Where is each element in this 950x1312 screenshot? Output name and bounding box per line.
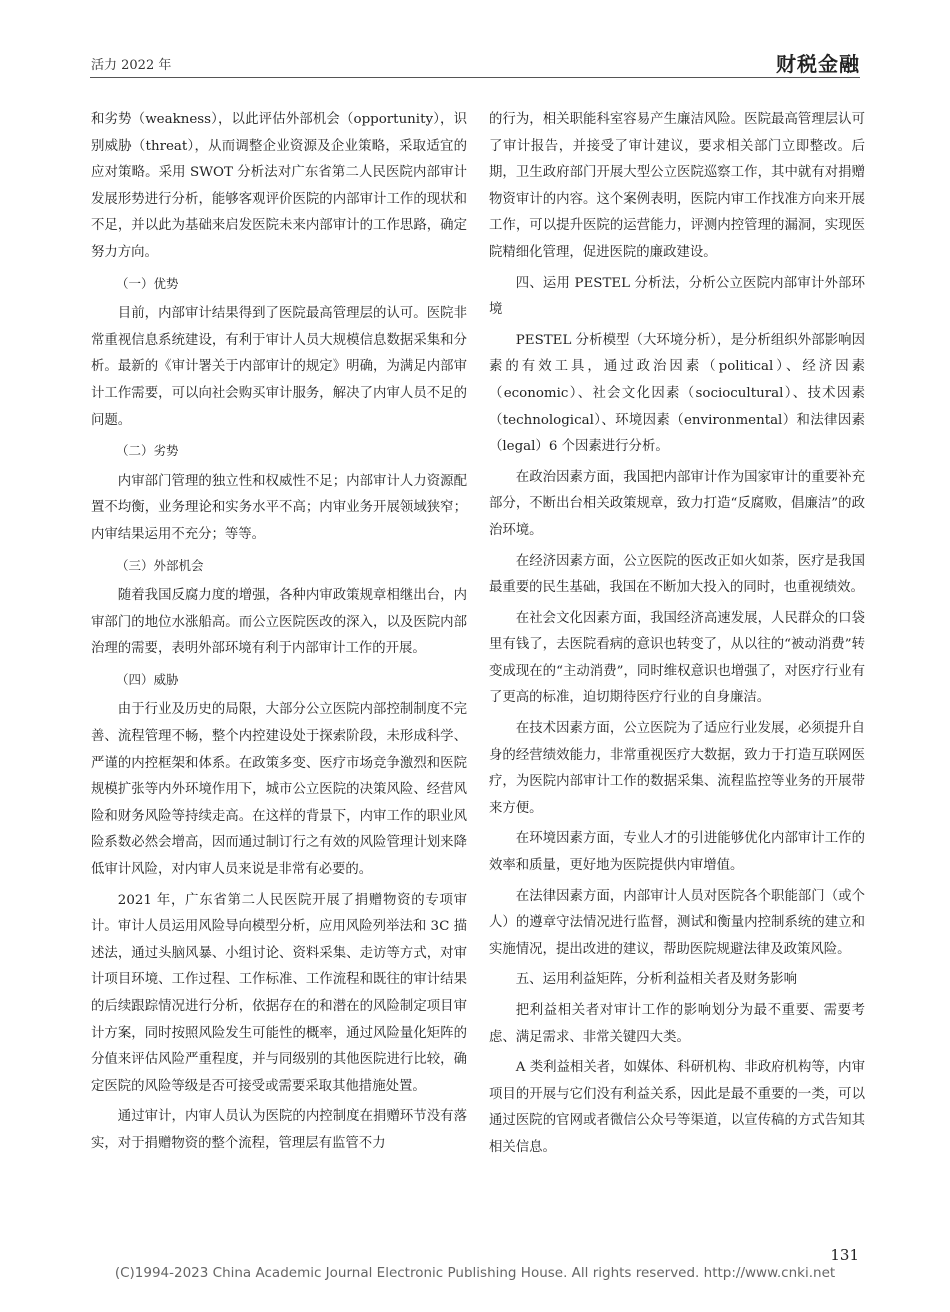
paragraph: 内审部门管理的独立性和权威性不足；内部审计人力资源配置不均衡，业务理论和实务水平不高；内审业务开展领域狭窄；内审结果运用不充分；等等。	[91, 473, 467, 542]
page-number: 131	[830, 1246, 859, 1264]
paragraph: 在社会文化因素方面，我国经济高速发展，人民群众的口袋里有钱了，去医院看病的意识也转变了，从以往的“被动消费”转变成现在的“主动消费”，同时维权意识也增强了，对医疗行业有了更高的标准，迫切期待医疗行业的自身廉洁。	[489, 610, 865, 706]
section-heading: 五、运用利益矩阵，分析利益相关者及财务影响	[515, 972, 797, 988]
paragraph: A 类利益相关者，如媒体、科研机构、非政府机构等，内审项目的开展与它们没有利益关系，因此是最不重要的一类，可以通过医院的官网或者微信公众号等渠道，以宣传稿的方式告知其相关信息。	[489, 1060, 865, 1155]
paragraph: 在政治因素方面，我国把内部审计作为国家审计的重要补充部分，不断出台相关政策规章，致力打造“反腐败，倡廉洁”的政治环境。	[489, 469, 865, 538]
paragraph: 在法律因素方面，内部审计人员对医院各个职能部门（或个人）的遵章守法情况进行监督，测试和衡量内控制系统的建立和实施情况，提出改进的建议，帮助医院规避法律及政策风险。	[489, 888, 865, 957]
journal-issue: 活力 2022 年	[91, 58, 172, 73]
subsection-heading: （三）外部机会	[116, 557, 204, 573]
paragraph: 在环境因素方面，专业人才的引进能够优化内部审计工作的效率和质量，更好地为医院提供内审增值。	[489, 831, 865, 874]
paragraph: 通过审计，内审人员认为医院的内控制度在捐赠环节没有落实，对于捐赠物资的整个流程，管理层有监管不力	[91, 1109, 467, 1151]
paragraph: 由于行业及历史的局限，大部分公立医院内部控制制度不完善、流程管理不畅，整个内控建设处于探索阶段，未形成科学、严谨的内控框架和体系。在政策多变、医疗市场竞争激烈和医院规模扩张等内外环境作用下，城市公立医院的决策风险、经营风险和财务风险等持续走高。在这样的背景下，内审工作的职业风险系数必然会增高，因而通过制订行之有效的风险管理计划来降低审计风险，对内审人员来说是非常有必要的。	[91, 702, 467, 878]
paragraph: PESTEL 分析模型（大环境分析），是分析组织外部影响因素的有效工具，通过政治因素（political）、经济因素（economic）、社会文化因素（sociocultural）、技术因素（technological）、环境因素（environmental）和法律因素（legal）6 个因素进行分析。	[489, 332, 865, 455]
paragraph: 目前，内部审计结果得到了医院最高管理层的认可。医院非常重视信息系统建设，有利于审计人员大规模信息数据采集和分析。最新的《审计署关于内部审计的规定》明确，为满足内部审计工作需要，可以向社会购买审计服务，解决了内审人员不足的问题。	[91, 306, 467, 428]
paragraph: 和劣势（weakness），以此评估外部机会（opportunity），识别威胁（threat），从而调整企业资源及企业策略，采取适宜的应对策略。采用 SWOT 分析法对广东省第二人民医院内部审计发展形势进行分析，能够客观评价医院的内部审计工作的现状和不足，并以此为基础来启发医院未来内部审计的工作思路，确定努力方向。	[91, 112, 467, 260]
header-divider	[90, 77, 860, 78]
section-heading: 四、运用 PESTEL 分析法，分析公立医院内部审计外部环境	[489, 275, 865, 318]
subsection-heading: （一）优势	[116, 275, 179, 291]
paragraph: 2021 年，广东省第二人民医院开展了捐赠物资的专项审计。审计人员运用风险导向模型分析，应用风险列举法和 3C 描述法，通过头脑风暴、小组讨论、资料采集、走访等方式，对审计项目环境、工作过程、工作标准、工作流程和既往的审计结果的后续跟踪情况进行分析，依据存在的和潜在的风险制定项目审计方案，同时按照风险发生可能性的概率，通过风险量化矩阵的分值来评估风险严重程度，并与同级别的其他医院进行比较，确定医院的风险等级是否可接受或需要采取其他措施处置。	[91, 892, 467, 1094]
subsection-heading: （二）劣势	[116, 443, 179, 459]
paragraph: 随着我国反腐力度的增强，各种内审政策规章相继出台，内审部门的地位水涨船高。而公立医院医改的深入，以及医院内部治理的需要，表明外部环境有利于内部审计工作的开展。	[91, 588, 467, 657]
section-title: 财税金融	[776, 52, 860, 76]
paragraph: 把利益相关者对审计工作的影响划分为最不重要、需要考虑、满足需求、非常关键四大类。	[489, 1003, 865, 1045]
paragraph: 的行为，相关职能科室容易产生廉洁风险。医院最高管理层认可了审计报告，并接受了审计建议，要求相关部门立即整改。后期，卫生政府部门开展大型公立医院巡察工作，其中就有对捐赠物资审计的内容。这个案例表明，医院内审工作找准方向来开展工作，可以提升医院的运营能力，评测内控管理的漏洞，实现医院精细化管理，促进医院的廉政建设。	[489, 112, 865, 260]
left-column	[91, 107, 467, 1162]
paragraph: 在经济因素方面，公立医院的医改正如火如荼，医疗是我国最重要的民生基础，我国在不断加大投入的同时，也重视绩效。	[489, 553, 865, 596]
copyright-footer: (C)1994-2023 China Academic Journal Electronic Publishing House. All rights reserved. http://www.cnki.net	[114, 1265, 836, 1281]
paragraph: 在技术因素方面，公立医院为了适应行业发展，必须提升自身的经营绩效能力，非常重视医疗大数据，致力于打造互联网医疗，为医院内部审计工作的数据采集、流程监控等业务的开展带来方便。	[489, 721, 865, 816]
right-column	[489, 107, 865, 1166]
subsection-heading: （四）威胁	[116, 671, 179, 687]
